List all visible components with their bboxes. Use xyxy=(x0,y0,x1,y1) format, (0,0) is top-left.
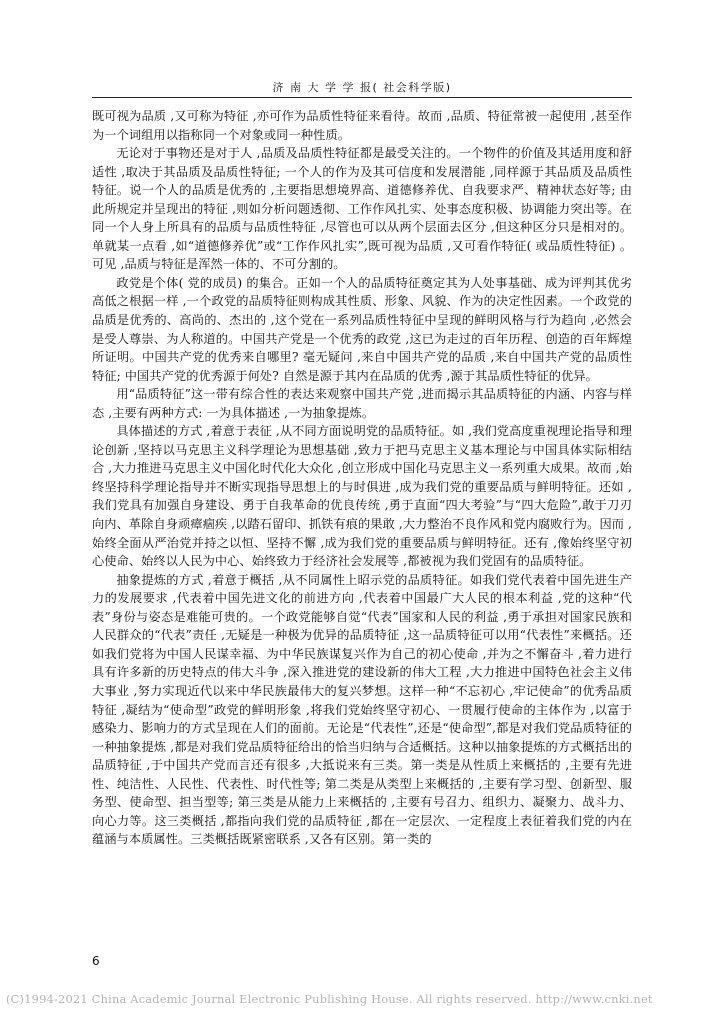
paragraph: 政党是个体( 党的成员) 的集合。正如一个人的品质特征奠定其为人处事基础、成为评判其优劣高低之根据一样 ,一个政党的品质特征则构成其性质、形象、风貌、作为的决定性因素。一个政党的品质是优秀的、高尚的、杰出的 ,这个党在一系列品质性特征中呈现的鲜明风格与行为趋向 ,必然会是受人尊崇、为人称道的。中国共产党是一个优秀的政党 ,这已为走过的百年历程、创造的百年辉煌所证明。中国共产党的优秀来自哪里? 毫无疑问 ,来自中国共产党的品质 ,来自中国共产党的品质性特征; 中国共产党的优秀源于何处? 自然是源于其内在品质的优秀 ,源于其品质性特征的优异。 xyxy=(92,275,632,383)
footer-copyright-watermark: (C)1994-2021 China Academic Journal Electronic Publishing House. All rights reserved. http://www.cnki.net xyxy=(6,992,653,1006)
page-number: 6 xyxy=(92,954,100,968)
article-body xyxy=(92,107,632,849)
journal-header-title: 济 南 大 学 学 报( 社会科学版) xyxy=(272,81,452,94)
paragraph: 用“品质特征”这一带有综合性的表达来观察中国共产党 ,进而揭示其品质特征的内涵、内容与样态 ,主要有两种方式: 一为具体描述 ,一为抽象提炼。 xyxy=(92,387,632,420)
paragraph: 无论对于事物还是对于人 ,品质及品质性特征都是最受关注的。一个物件的价值及其适用度和舒适性 ,取决于其品质及品质性特征; 一个人的作为及其可信度和发展潜能 ,同样源于其品质及品质性特征。说一个人的品质是优秀的 ,主要指思想境界高、道德修养优、自我要求严、精神状态好等; 由此所规定并呈现出的特征 ,则如分析问题透彻、工作作风扎实、处事态度积极、协调能力突出等。在同一个人身上所具有的品质与品质性特征 ,尽管也可以从两个层面去区分 ,但这种区分只是相对的。单就某一点看 ,如“道德修养优”或“工作作风扎实”,既可视为品质 ,又可看作特征( 或品质性特征) 。可见 ,品质与特征是浑然一体的、不可分割的。 xyxy=(92,146,632,272)
paragraph: 抽象提炼的方式 ,着意于概括 ,从不同属性上昭示党的品质特征。如我们党代表着中国先进生产力的发展要求 ,代表着中国先进文化的前进方向 ,代表着中国最广大人民的根本利益 ,党的这种“代表”身份与姿态是难能可贵的。一个政党能够自觉“代表”国家和人民的利益 ,勇于承担对国家民族和人民群众的“代表”责任 ,无疑是一种极为优异的品质特征 ,这一品质特征可以用“代表性”来概括。还如我们党将为中国人民谋幸福、为中华民族谋复兴作为自己的初心使命 ,并为之不懈奋斗 ,着力进行具有许多新的历史特点的伟大斗争 ,深入推进党的建设新的伟大工程 ,大力推进中国特色社会主义伟大事业 ,努力实现近代以来中华民族最伟大的复兴梦想。这样一种“不忘初心 ,牢记使命”的优秀品质特征 ,凝结为“使命型”政党的鲜明形象 ,将我们党始终坚守初心、一贯履行使命的主体作为 ,以富于感染力、影响力的方式呈现在人们的面前。无论是“代表性”,还是“使命型”,都是对我们党品质特征的一种抽象提炼 ,都是对我们党品质特征给出的恰当归纳与合适概括。这种以抽象提炼的方式概括出的品质特征 ,于中国共产党而言还有很多 ,大抵说来有三类。第一类是从性质上来概括的 ,主要有先进性、纯洁性、人民性、代表性、时代性等; 第二类是从类型上来概括的 ,主要有学习型、创新型、服务型、使命型、担当型等; 第三类是从能力上来概括的 ,主要有号召力、组织力、凝聚力、战斗力、向心力等。这三类概括 ,都指向我们党的品质特征 ,都在一定层次、一定程度上表征着我们党的内在蕴涵与本质属性。三类概括既紧密联系 ,又各有区别。第一类的 xyxy=(92,572,632,847)
header-divider xyxy=(92,97,632,98)
paragraph: 具体描述的方式 ,着意于表征 ,从不同方面说明党的品质特征。如 ,我们党高度重视理论指导和理论创新 ,坚持以马克思主义科学理论为思想基础 ,致力于把马克思主义基本理论与中国具体实际相结合 ,大力推进马克思主义中国化时代化大众化 ,创立形成中国化马克思主义一系列重大成果。故而 ,始终坚持科学理论指导并不断实现指导思想上的与时俱进 ,成为我们党的重要品质与鲜明特征。还如 ,我们党具有加强自身建设、勇于自我革命的优良传统 ,勇于直面“四大考验”与“四大危险”,敢于刀刃向内、革除自身顽瘴痼疾 ,以踏石留印、抓铁有痕的果敢 ,大力整治不良作风和党内腐败行为。因而 ,始终全面从严治党并持之以恒、坚持不懈 ,成为我们党的重要品质与鲜明特征。还有 ,像始终坚守初心使命、始终以人民为中心、始终致力于经济社会发展等 ,都被视为我们党固有的品质特征。 xyxy=(92,424,632,569)
paragraph-continuation: 既可视为品质 ,又可称为特征 ,亦可作为品质性特征来看待。故而 ,品质、特征常被一起使用 ,甚至作为一个词组用以指称同一个对象或同一种性质。 xyxy=(92,109,632,142)
